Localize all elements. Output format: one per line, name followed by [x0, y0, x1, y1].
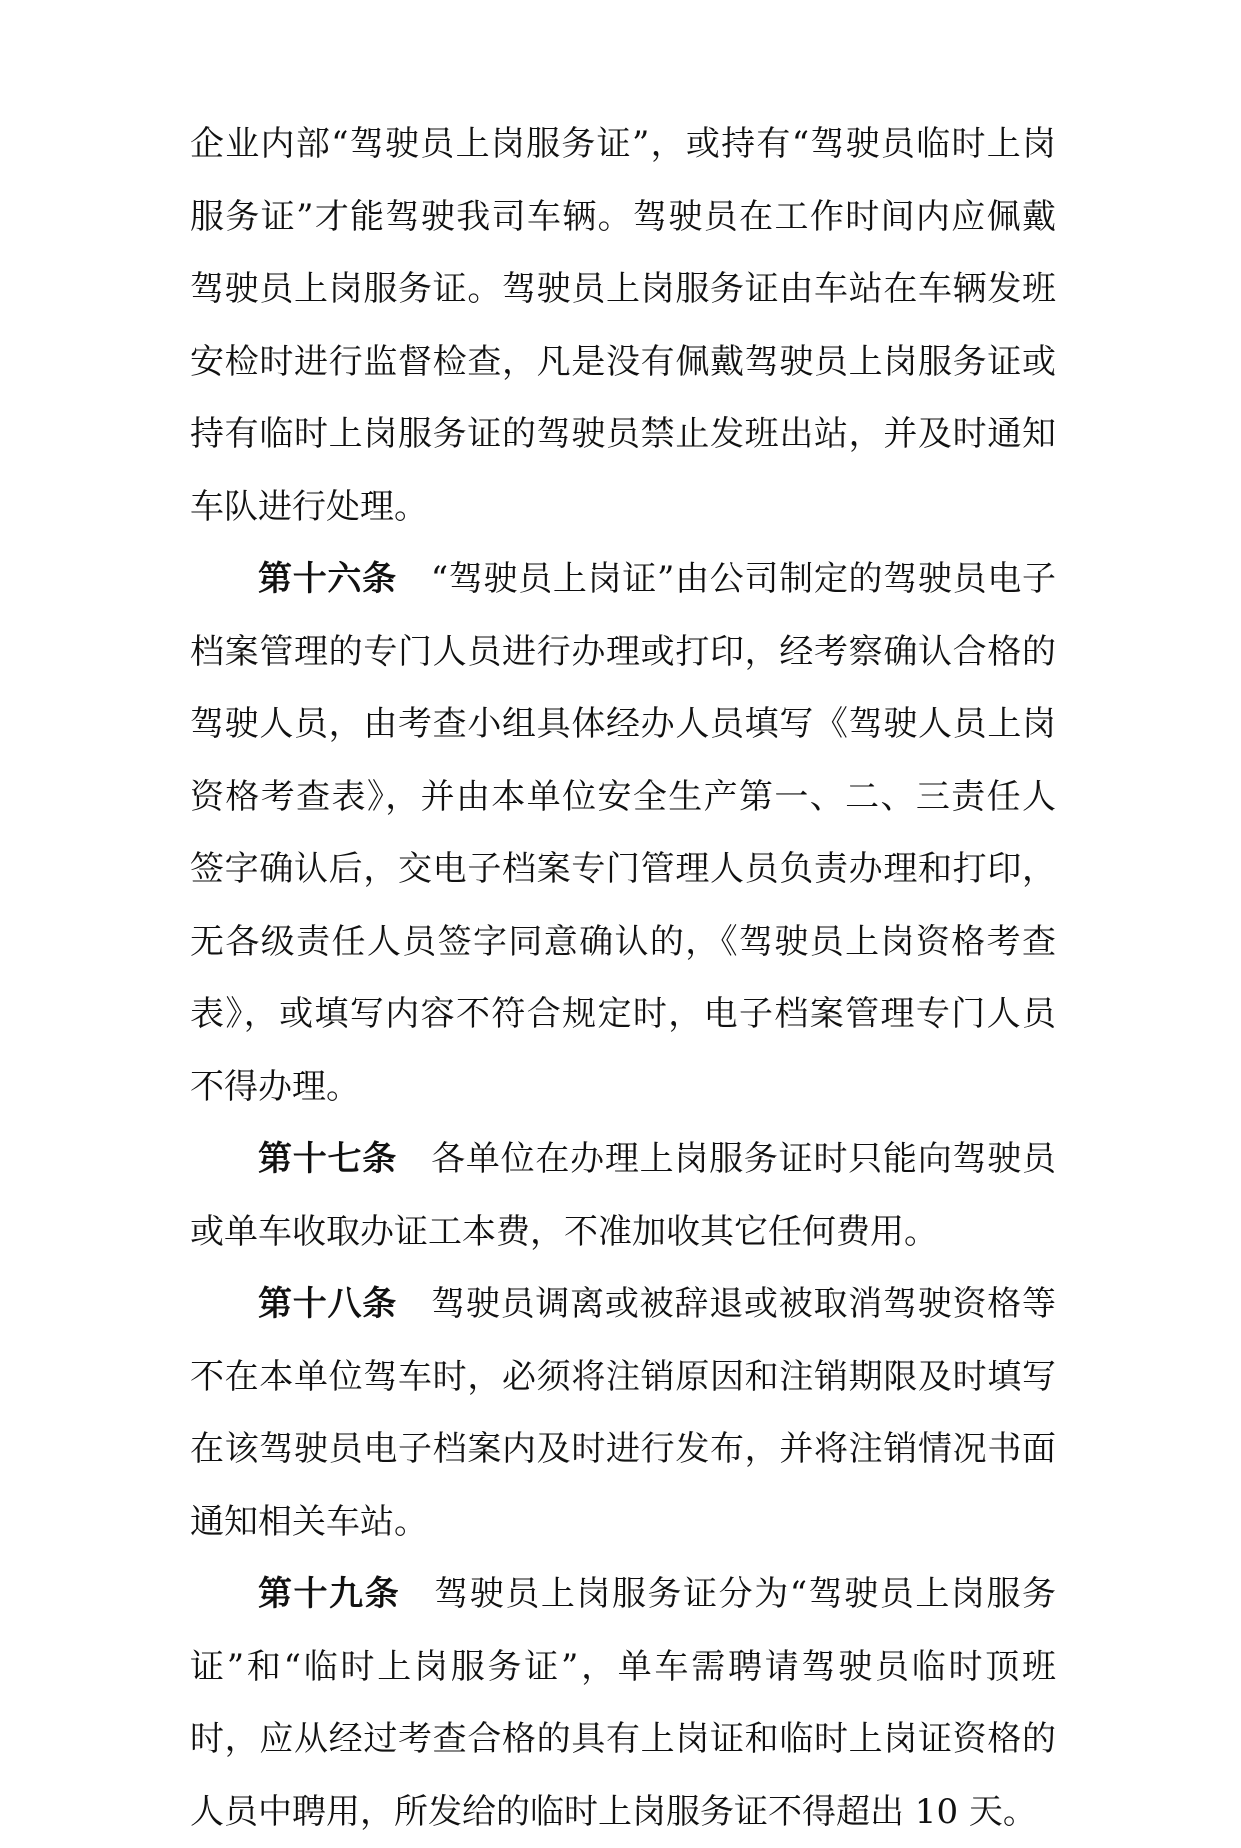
article-18: [190, 1268, 1056, 1558]
article-text: 驾驶员调离或被辞退或被取消驾驶资格等不在本单位驾车时，必须将注销原因和注销期限及时填写在该驾驶员电子档案内及时进行发布，并将注销情况书面通知相关车站。: [190, 1284, 1057, 1542]
article-number: 第十七条: [258, 1139, 398, 1179]
article-text: 各单位在办理上岗服务证时只能向驾驶员或单车收取办证工本费，不准加收其它任何费用。: [190, 1139, 1057, 1252]
article-number: 第十九条: [258, 1574, 401, 1614]
article-text: “驾驶员上岗证”由公司制定的驾驶员电子档案管理的专门人员进行办理或打印，经考察确认合格的驾驶人员，由考查小组具体经办人员填写《驾驶人员上岗资格考查表》，并由本单位安全生产第一、二、三责任人签字确认后，交电子档案专门管理人员负责办理和打印，无各级责任人员签字同意确认的，《驾驶员上岗资格考查表》，或填写内容不符合规定时，电子档案管理专门人员不得办理。: [190, 559, 1057, 1107]
paragraph-text: 企业内部“驾驶员上岗服务证”，或持有“驾驶员临时上岗服务证”才能驾驶我司车辆。驾驶员在工作时间内应佩戴驾驶员上岗服务证。驾驶员上岗服务证由车站在车辆发班安检时进行监督检查，凡是没有佩戴驾驶员上岗服务证或持有临时上岗服务证的驾驶员禁止发班出站，并及时通知车队进行处理。: [190, 124, 1056, 527]
article-text: 驾驶员上岗服务证分为“驾驶员上岗服务证”和“临时上岗服务证”，单车需聘请驾驶员临时顶班时，应从经过考查合格的具有上岗证和临时上岗证资格的人员中聘用，所发给的临时上岗服务证不得超出 10 天。: [190, 1574, 1056, 1832]
article-17: [190, 1123, 1056, 1268]
document-page: [190, 108, 1056, 1848]
article-16: [190, 543, 1056, 1123]
article-19: [190, 1558, 1056, 1848]
article-number: 第十八条: [258, 1284, 398, 1324]
paragraph-continuation: [190, 108, 1056, 543]
article-number: 第十六条: [258, 559, 397, 599]
